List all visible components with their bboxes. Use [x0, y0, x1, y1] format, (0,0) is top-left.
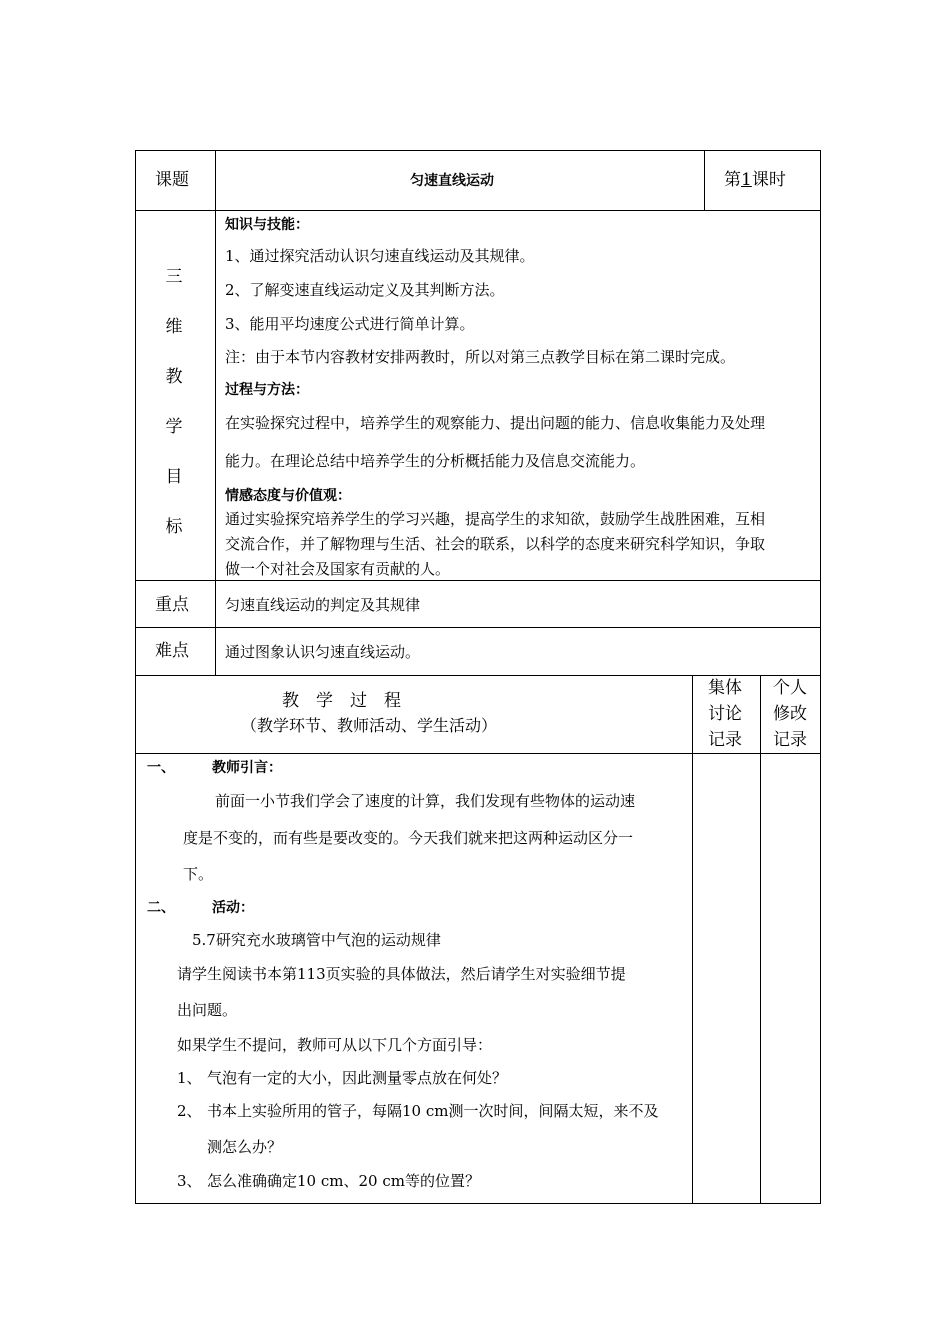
lesson-suffix: 课时	[751, 170, 786, 190]
question-text: 书本上实验所用的管子，每隔10 cm测一次时间，间隔太短，来不及	[207, 1102, 659, 1120]
table-border-bottom	[135, 1203, 821, 1204]
intro-line: 前面一小节我们学会了速度的计算，我们发现有些物体的运动速	[215, 792, 636, 810]
personal-record-header: 个人	[773, 678, 807, 698]
personal-record-header: 记录	[773, 730, 807, 750]
knowledge-item: 2、了解变速直线运动定义及其判断方法。	[225, 281, 505, 299]
col-divider	[760, 675, 761, 1204]
lesson-prefix: 第	[724, 170, 741, 190]
objectives-label-char: 目	[165, 467, 183, 487]
process-method-title: 过程与方法：	[225, 382, 309, 398]
topic-label: 课题	[155, 170, 189, 190]
section-title: 活动：	[212, 900, 254, 916]
col-divider	[704, 150, 705, 211]
group-record-header: 讨论	[708, 704, 742, 724]
table-border-top	[135, 150, 821, 151]
difficulty-value: 通过图象认识匀速直线运动。	[225, 643, 421, 661]
question-text: 气泡有一定的大小，因此测量零点放在何处？	[207, 1069, 508, 1087]
emotion-line: 交流合作，并了解物理与生活、社会的联系，以科学的态度来研究科学知识，争取	[225, 535, 766, 553]
section-title: 教师引言：	[212, 760, 282, 776]
process-method-line: 在实验探究过程中，培养学生的观察能力、提出问题的能力、信息收集能力及处理	[225, 414, 766, 432]
objectives-label-char: 学	[165, 417, 183, 437]
objectives-label-char: 维	[165, 317, 183, 337]
objectives-label-char: 三	[165, 267, 183, 287]
knowledge-item: 3、能用平均速度公式进行简单计算。	[225, 315, 475, 333]
question-number: 3、	[177, 1172, 202, 1190]
group-record-header: 记录	[708, 730, 742, 750]
knowledge-item: 1、通过探究活动认识匀速直线运动及其规律。	[225, 247, 535, 265]
question-number: 2、	[177, 1102, 202, 1120]
col-divider	[215, 150, 216, 676]
activity-title: 5.7研究充水玻璃管中气泡的运动规律	[192, 931, 441, 949]
process-header-title: 教 学 过 程	[282, 691, 401, 711]
knowledge-title: 知识与技能：	[225, 217, 309, 233]
row-divider	[135, 753, 821, 754]
emotion-line: 做一个对社会及国家有贡献的人。	[225, 560, 451, 578]
table-border-left	[135, 150, 136, 1204]
row-divider	[135, 675, 821, 676]
objectives-label-char: 教	[165, 367, 183, 387]
process-header-subtitle: （教学环节、教师活动、学生活动）	[241, 716, 498, 735]
intro-line: 下。	[183, 865, 214, 883]
read-line: 请学生阅读书本第113页实验的具体做法，然后请学生对实验细节提	[177, 965, 626, 983]
key-point-label: 重点	[155, 595, 189, 615]
read-line: 出问题。	[177, 1001, 238, 1019]
row-divider	[135, 627, 821, 628]
section-number: 二、	[147, 900, 175, 916]
section-number: 一、	[147, 760, 175, 776]
guide-line: 如果学生不提问，教师可从以下几个方面引导：	[177, 1036, 493, 1054]
row-divider	[135, 580, 821, 581]
difficulty-label: 难点	[155, 641, 189, 661]
topic-title: 匀速直线运动	[410, 173, 494, 189]
objectives-note: 注：由于本节内容教材安排两教时，所以对第三点教学目标在第二课时完成。	[225, 348, 736, 366]
question-number: 1、	[177, 1069, 202, 1087]
lesson-number	[724, 170, 786, 190]
objectives-label-char: 标	[165, 517, 183, 537]
col-divider	[692, 675, 693, 1204]
group-record-header: 集体	[708, 678, 742, 698]
personal-record-header: 修改	[773, 704, 807, 724]
table-border-right	[820, 150, 821, 1204]
question-text: 测怎么办？	[207, 1138, 283, 1156]
intro-line: 度是不变的，而有些是要改变的。今天我们就来把这两种运动区分一	[183, 829, 634, 847]
lesson-number-value: 1	[741, 170, 752, 190]
process-method-line: 能力。在理论总结中培养学生的分析概括能力及信息交流能力。	[225, 452, 646, 470]
question-text: 怎么准确确定10 cm、20 cm等的位置？	[207, 1172, 480, 1190]
row-divider	[135, 210, 821, 211]
emotion-title: 情感态度与价值观：	[225, 488, 351, 504]
emotion-line: 通过实验探究培养学生的学习兴趣，提高学生的求知欲，鼓励学生战胜困难，互相	[225, 510, 766, 528]
key-point-value: 匀速直线运动的判定及其规律	[225, 596, 421, 614]
